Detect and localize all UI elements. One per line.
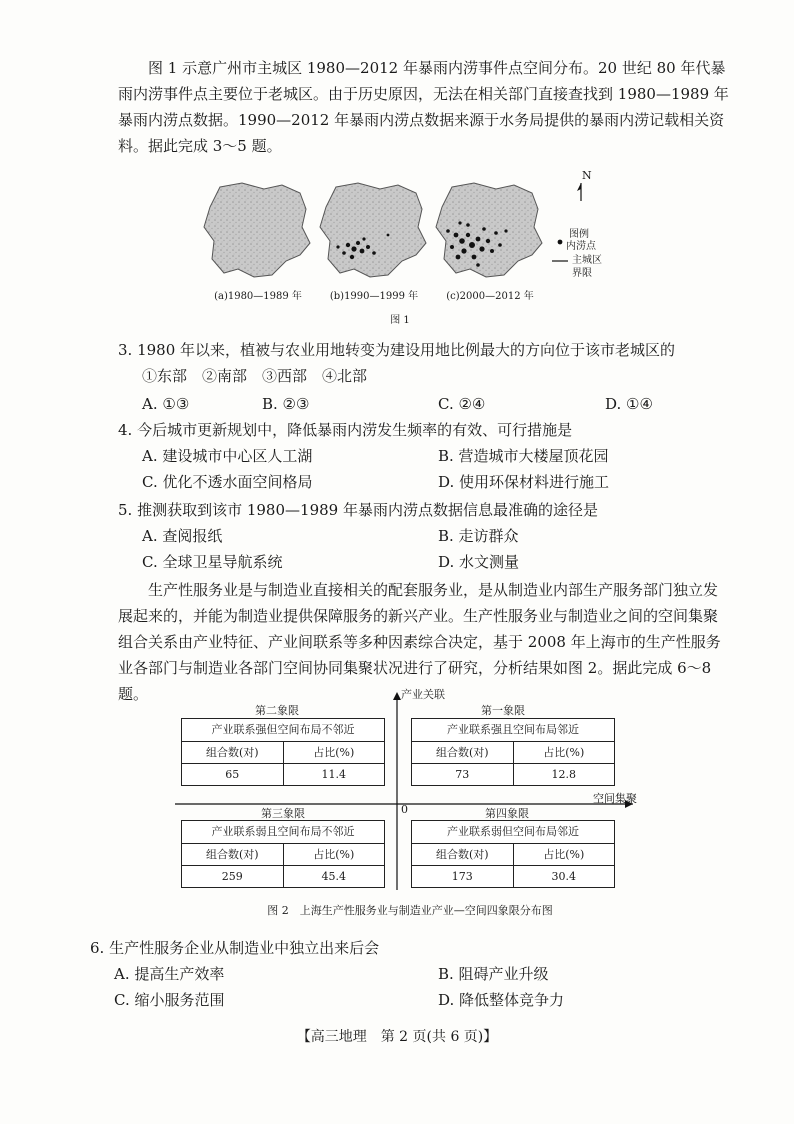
figure-2-caption: 图 2 上海生产性服务业与制造业产业—空间四象限分布图 [267, 904, 553, 917]
col-pct-header: 占比(%) [283, 742, 385, 763]
quadrant-2-count: 65 [225, 768, 240, 781]
q3-option-c: C. ②④ [438, 395, 486, 413]
quadrant-1-count: 73 [455, 768, 470, 781]
quadrant-1-desc: 产业联系强且空间布局邻近 [412, 719, 614, 742]
q6-option-c: C. 缩小服务范围 [114, 991, 225, 1009]
legend-boundary-label-2: 界限 [572, 268, 592, 279]
y-axis-label: 产业关联 [401, 688, 445, 701]
quadrant-1-table [411, 718, 615, 786]
quadrant-3-count: 259 [221, 870, 243, 883]
q6-stem: 6. 生产性服务企业从制造业中独立出来后会 [90, 939, 380, 957]
q3-option-b: B. ②③ [262, 395, 310, 413]
quadrant-2-pct: 11.4 [283, 764, 385, 785]
col-pct-header: 占比(%) [283, 844, 385, 865]
q3-items: ①东部 ②南部 ③西部 ④北部 [142, 367, 368, 385]
q6-option-b: B. 阻碍产业升级 [438, 965, 549, 983]
q3-option-a: A. ①③ [142, 395, 190, 413]
quadrant-4-table [411, 820, 615, 888]
quadrant-1-pct: 12.8 [513, 764, 615, 785]
col-pct-header: 占比(%) [513, 742, 615, 763]
north-label: N [582, 169, 592, 182]
col-count-header: 组合数(对) [435, 746, 489, 759]
figure-2 [175, 690, 645, 915]
q3-stem: 3. 1980 年以来，植被与农业用地转变为建设用地比例最大的方向位于该市老城区的 [118, 341, 676, 359]
q4-option-c: C. 优化不透水面空间格局 [142, 473, 313, 491]
q3-option-d: D. ①④ [605, 395, 653, 413]
q5-option-a: A. 查阅报纸 [142, 527, 223, 545]
col-pct-header: 占比(%) [513, 844, 615, 865]
q4-option-a: A. 建设城市中心区人工湖 [142, 447, 313, 465]
map-b-caption: (b)1990—1999 年 [329, 291, 419, 302]
q4-option-b: B. 营造城市大楼屋顶花园 [438, 447, 609, 465]
quadrant-3-pct: 45.4 [283, 866, 385, 887]
legend-title: 图例 [569, 229, 589, 240]
legend-boundary-label-1: 主城区 [572, 255, 602, 266]
map-c-caption: (c)2000—2012 年 [446, 291, 534, 302]
map-b [320, 183, 426, 277]
figure-1 [190, 169, 610, 326]
quadrant-4-pct: 30.4 [513, 866, 615, 887]
y-axis-arrow [393, 692, 401, 700]
map-a [204, 183, 310, 277]
col-count-header: 组合数(对) [205, 848, 259, 861]
intro-paragraph-2: 生产性服务业是与制造业直接相关的配套服务业，是从制造业内部生产服务部门独立发展起来的，并能为制造业提供保障服务的新兴产业。生产性服务业与制造业之间的空间集聚组合关系由产业特征、产业间联系等多种因素综合决定，基于 2008 年上海市的生产性服务业各部门与制造业各部门空间协同集聚状况进行了研究，分析结果如图 2。据此完成 6～8 题。 [118, 581, 721, 703]
quadrant-4-desc: 产业联系弱但空间布局邻近 [412, 821, 614, 844]
map-a-caption: (a)1980—1989 年 [214, 291, 302, 302]
figure-1-title: 图 1 [390, 315, 410, 326]
legend-point-label: 内涝点 [566, 241, 596, 252]
quadrant-3-label: 第三象限 [261, 807, 305, 820]
quadrant-4-count: 173 [451, 870, 473, 883]
quadrant-2-table [181, 718, 385, 786]
q6-option-a: A. 提高生产效率 [114, 965, 225, 983]
q4-option-d: D. 使用环保材料进行施工 [438, 473, 610, 491]
origin-label: 0 [401, 803, 408, 816]
quadrant-2-label: 第二象限 [255, 704, 299, 717]
q5-stem: 5. 推测获取到该市 1980—1989 年暴雨内涝点数据信息最准确的途径是 [118, 501, 598, 519]
q5-option-d: D. 水文测量 [438, 553, 520, 571]
intro-paragraph-1: 图 1 示意广州市主城区 1980—2012 年暴雨内涝事件点空间分布。20 世纪 80 年代暴雨内涝事件点主要位于老城区。由于历史原因，无法在相关部门直接查找到 1980—1989 年暴雨内涝点数据。1990—2012 年暴雨内涝点数据来源于水务局提供的暴雨内涝记载相关资料。据此完成 3～5 题。 [118, 59, 729, 155]
quadrant-3-desc: 产业联系弱且空间布局不邻近 [182, 821, 384, 844]
quadrant-4-label: 第四象限 [485, 807, 529, 820]
q5-option-c: C. 全球卫星导航系统 [142, 553, 283, 571]
quadrant-3-table [181, 820, 385, 888]
map-c [436, 183, 542, 277]
q4-stem: 4. 今后城市更新规划中，降低暴雨内涝发生频率的有效、可行措施是 [118, 421, 573, 439]
page-footer: 【高三地理 第 2 页(共 6 页)】 [296, 1029, 498, 1045]
col-count-header: 组合数(对) [205, 746, 259, 759]
q5-option-b: B. 走访群众 [438, 527, 519, 545]
q6-option-d: D. 降低整体竞争力 [438, 991, 565, 1009]
col-count-header: 组合数(对) [435, 848, 489, 861]
quadrant-1-label: 第一象限 [481, 704, 525, 717]
legend-point-symbol [558, 240, 563, 245]
north-arrow [577, 183, 581, 201]
figure-1-maps [190, 175, 610, 325]
quadrant-2-desc: 产业联系强但空间布局不邻近 [182, 719, 384, 742]
x-axis-label: 空间集聚 [593, 792, 637, 805]
